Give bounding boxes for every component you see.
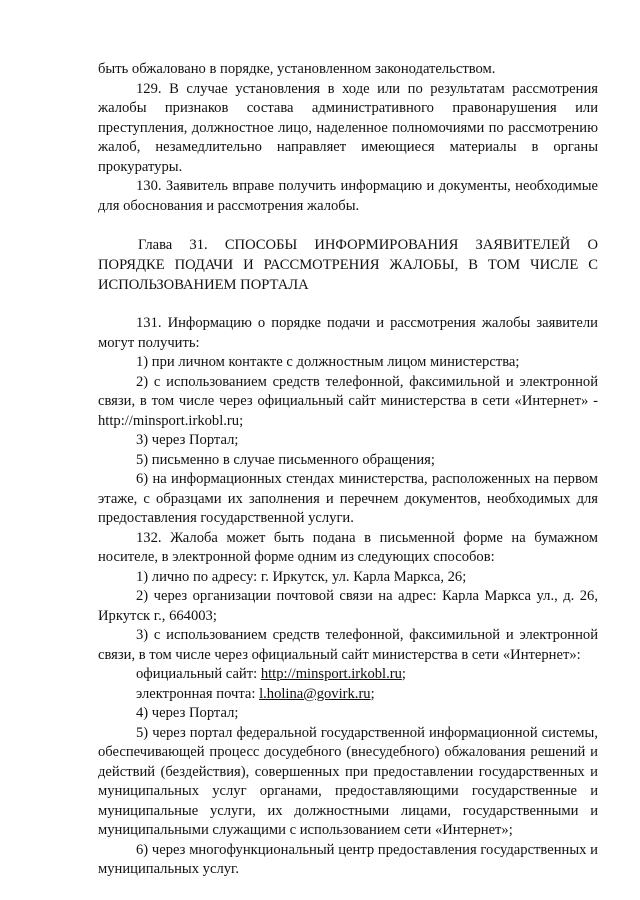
email-link[interactable]: l.holina@govirk.ru — [259, 685, 371, 702]
paragraph-132: 132. Жалоба может быть подана в письменной форме на бумажном носителе, в электронной форме одним из следующих способов: — [98, 529, 598, 565]
official-site-line: официальный сайт: http://minsport.irkobl.ru; — [136, 666, 406, 682]
list-item: 1) лично по адресу: г. Иркутск, ул. Карла Маркса, 26; — [136, 568, 467, 585]
list-item: 2) через организации почтовой связи на адрес: Карла Маркса ул., д. 26, Иркутск г., 664003; — [98, 588, 598, 624]
list-item: 1) при личном контакте с должностным лицом министерства; — [136, 354, 520, 370]
email-label: электронная почта: — [136, 685, 260, 702]
document-body — [98, 60, 598, 880]
list-item: 5) письменно в случае письменного обращения; — [136, 451, 435, 468]
list-item: 6) через многофункциональный центр предоставления государственных и муниципальных услуг. — [98, 841, 598, 877]
paragraph-130: 130. Заявитель вправе получить информацию и документы, необходимые для обоснования и рассмотрения жалобы. — [98, 178, 598, 214]
list-item: 3) с использованием средств телефонной, факсимильной и электронной связи, в том числе через официальный сайт министерства в сети «Интернет»: — [98, 627, 598, 663]
chapter-31-heading: Глава 31. СПОСОБЫ ИНФОРМИРОВАНИЯ ЗАЯВИТЕЛЕЙ О ПОРЯДКЕ ПОДАЧИ И РАССМОТРЕНИЯ ЖАЛОБЫ, В ТОМ ЧИСЛЕ С ИСПОЛЬЗОВАНИЕМ ПОРТАЛА — [98, 237, 598, 293]
list-item: 5) через портал федеральной государственной информационной системы, обеспечивающей процесс досудебного (внесудебного) обжалования решений и действий (бездействия), совершенных при предоставлении государственных и муниципальных услуг органами, предоставляющими государственные и муниципальные услуги, их должностными лицами, государственными и муниципальными служащими с использованием сети «Интернет»; — [98, 724, 598, 838]
list-item: 6) на информационных стендах министерства, расположенных на первом этаже, с образцами их заполнения и перечнем документов, необходимых для предоставления государственной услуги. — [98, 471, 598, 526]
paragraph-129: 129. В случае установления в ходе или по результатам рассмотрения жалобы признаков состава административного правонарушения или преступления, должностное лицо, наделенное полномочиями по рассмотрению жалоб, незамедлительно направляет имеющиеся материалы в органы прокуратуры. — [98, 80, 598, 175]
site-label: официальный сайт: — [136, 666, 261, 682]
official-site-link[interactable]: http://minsport.irkobl.ru — [260, 666, 402, 682]
list-item: 3) через Портал; — [136, 432, 239, 448]
list-item: 4) через Портал; — [136, 705, 239, 721]
list-item: 2) с использованием средств телефонной, факсимильной и электронной связи, в том числе через официальный сайт министерства в сети «Интернет» - http://minsport.irkobl.ru; — [98, 373, 598, 429]
text-line: быть обжаловано в порядке, установленном законодательством. — [98, 61, 496, 77]
email-line: электронная почта: l.holina@govirk.ru; — [136, 685, 375, 702]
paragraph-131: 131. Информацию о порядке подачи и рассмотрения жалобы заявители могут получить: — [98, 315, 598, 351]
